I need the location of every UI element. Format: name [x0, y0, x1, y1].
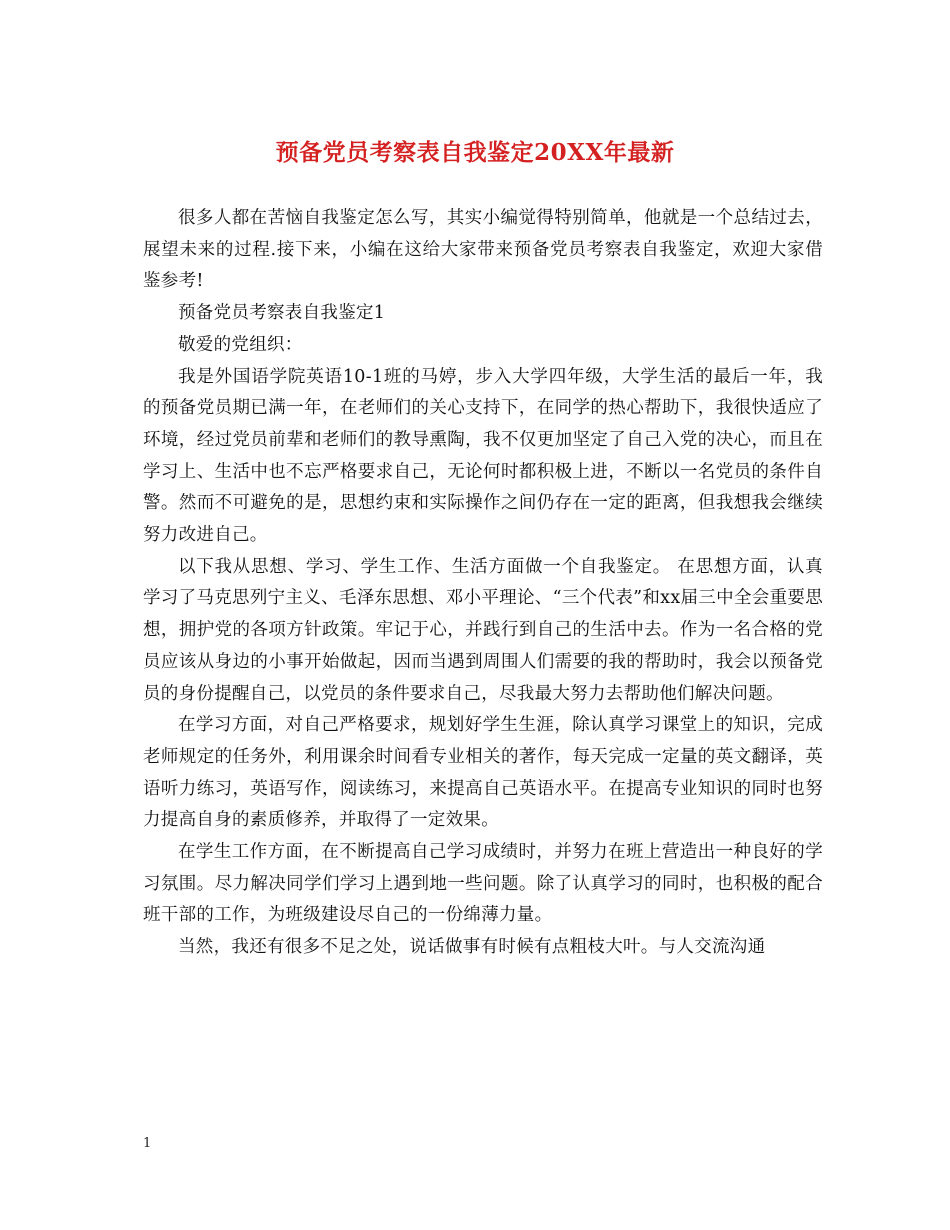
section-heading: 预备党员考察表自我鉴定1: [178, 303, 386, 324]
body-paragraph: 当然，我还有很多不足之处，说话做事有时候有点粗枝大叶。与人交流沟通: [178, 937, 766, 958]
document-title: 预备党员考察表自我鉴定20XX年最新: [275, 139, 675, 166]
salutation: 敬爱的党组织：: [178, 334, 303, 355]
body-paragraph: 在学生工作方面，在不断提高自己学习成绩时，并努力在班上营造出一种良好的学习氛围。尽力解决同学们学习上遇到地一些问题。除了认真学习的同时，也积极的配合班干部的工作，为班级建设尽自己的一份绵薄力量。: [143, 842, 823, 926]
page-number: 1: [143, 1136, 152, 1151]
body-paragraph: 在学习方面，对自己严格要求，规划好学生生涯，除认真学习课堂上的知识，完成老师规定的任务外，利用课余时间看专业相关的著作，每天完成一定量的英文翻译，英语听力练习，英语写作，阅读练习，来提高自己英语水平。在提高专业知识的同时也努力提高自身的素质修养，并取得了一定效果。: [143, 715, 823, 831]
document-body: [143, 203, 823, 964]
intro-paragraph: 很多人都在苦恼自我鉴定怎么写，其实小编觉得特别简单，他就是一个总结过去，展望未来的过程.接下来，小编在这给大家带来预备党员考察表自我鉴定，欢迎大家借鉴参考!: [143, 208, 823, 292]
body-paragraph: 我是外国语学院英语10-1班的马婷，步入大学四年级，大学生活的最后一年，我的预备党员期已满一年，在老师们的关心支持下，在同学的热心帮助下，我很快适应了环境，经过党员前辈和老师们的教导熏陶，我不仅更加坚定了自己入党的决心，而且在学习上、生活中也不忘严格要求自己，无论何时都积极上进，不断以一名党员的条件自警。然而不可避免的是，思想约束和实际操作之间仍存在一定的距离，但我想我会继续努力改进自己。: [143, 366, 823, 546]
body-paragraph: 以下我从思想、学习、学生工作、生活方面做一个自我鉴定。 在思想方面，认真学习了马克思列宁主义、毛泽东思想、邓小平理论、“三个代表”和xx届三中全会重要思想，拥护党的各项方针政策。牢记于心，并践行到自己的生活中去。作为一名合格的党员应该从身边的小事开始做起，因而当遇到周围人们需要的我的帮助时，我会以预备党员的身份提醒自己，以党员的条件要求自己，尽我最大努力去帮助他们解决问题。: [143, 556, 823, 704]
